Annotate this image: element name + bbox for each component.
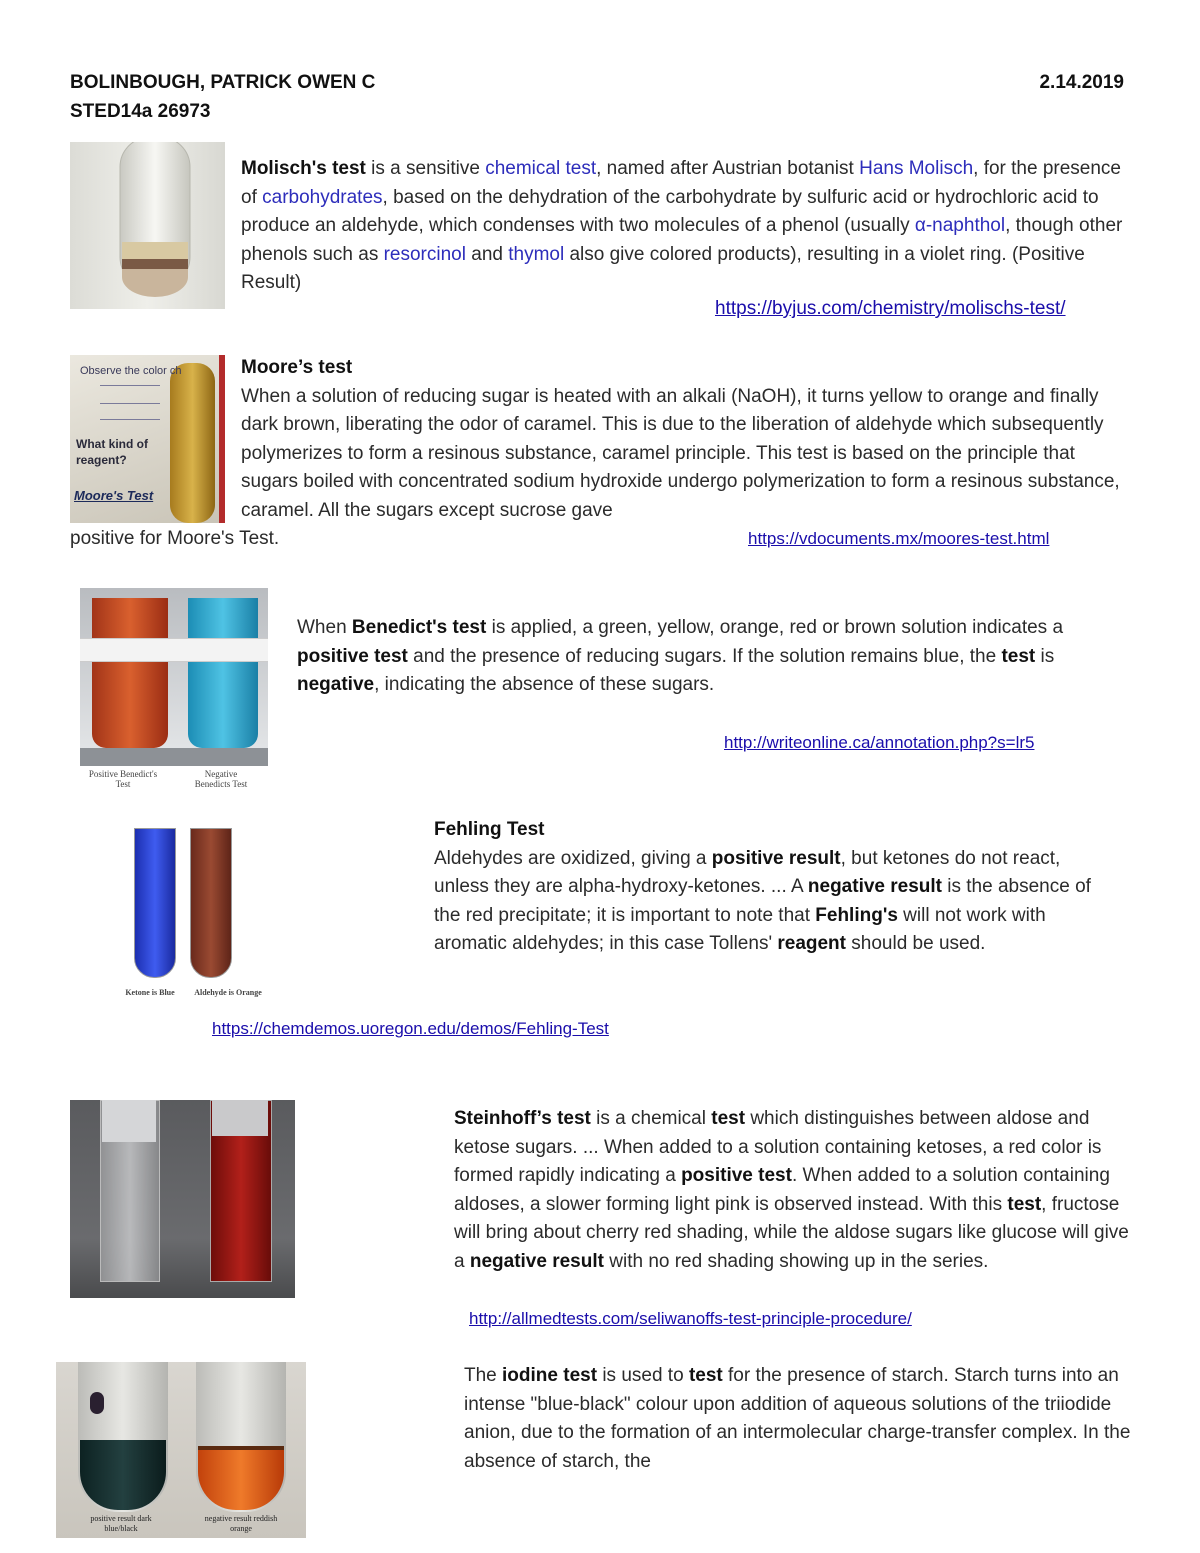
iodine-paragraph: The iodine test is used to test for the presence of starch. Starch turns into an intense "blue-black" colour upon addition of aqueous solutions of the triiodide anion, due to the formation of an intermolecular charge-transfer complex. In the absence of starch, the — [464, 1365, 1131, 1472]
fehling-photo — [90, 818, 275, 1008]
benedict-photo — [80, 588, 268, 766]
link-hans-molisch[interactable]: Hans Molisch — [859, 158, 974, 179]
steinhoff-photo — [70, 1100, 295, 1298]
link-carbohydrates[interactable]: carbohydrates — [262, 186, 383, 208]
iodine-caption-negative: negative result reddish orange — [204, 1514, 278, 1533]
fehling-caption-aldehyde: Aldehyde is Orange — [194, 988, 262, 997]
moore-paragraph: Moore’s test When a solution of reducing sugar is heated with an alkali (NaOH), it turns yellow to orange and finally dark brown, liberating the odor of caramel. This is due to the liberation of aldehyde which subsequently polymerizes to form a resinous substance, caramel principle. This test is based on the principle that sugars boiled with concentrated sodium hydroxide undergo polymerization to form a resinous substance, caramel. All the sugars except sucrose gave — [241, 357, 1120, 521]
molisch-photo — [70, 142, 225, 309]
steinhoff-source-link[interactable]: http://allmedtests.com/seliwanoffs-test-principle-procedure/ — [469, 1309, 912, 1328]
fehling-title: Fehling Test — [434, 819, 545, 840]
benedict-caption-negative: Negative Benedicts Test — [194, 769, 248, 789]
link-thymol[interactable]: thymol — [508, 243, 565, 265]
benedict-paragraph: When Benedict's test is applied, a green, yellow, orange, red or brown solution indicates a positive test and the presence of reducing sugars. If the solution remains blue, the test is negative, indicating the absence of these sugars. — [297, 617, 1064, 695]
link-naphthol[interactable]: α-naphthol — [914, 215, 1006, 236]
molisch-source-link[interactable]: https://byjus.com/chemistry/molischs-test/ — [715, 298, 1066, 319]
student-name: BOLINBOUGH, PATRICK OWEN C — [70, 72, 376, 93]
benedict-caption-positive: Positive Benedict's Test — [88, 769, 158, 789]
iodine-caption-positive: positive result dark blue/black — [90, 1514, 152, 1533]
iodine-photo — [56, 1362, 306, 1538]
moore-source-link[interactable]: https://vdocuments.mx/moores-test.html — [748, 529, 1050, 548]
link-resorcinol[interactable]: resorcinol — [383, 243, 466, 265]
molisch-title: Molisch's test — [241, 158, 366, 179]
moore-title: Moore’s test — [241, 357, 353, 378]
fehling-caption-ketone: Ketone is Blue — [125, 988, 175, 997]
fehling-source-link[interactable]: https://chemdemos.uoregon.edu/demos/Fehling-Test — [212, 1019, 609, 1038]
steinhoff-title: Steinhoff’s test — [454, 1108, 591, 1129]
course-code: STED14a 26973 — [70, 101, 211, 122]
link-chemical-test[interactable]: chemical test — [485, 158, 597, 179]
moore-tail: positive for Moore's Test. — [70, 528, 280, 549]
molisch-paragraph: Molisch's test is a sensitive chemical test, named after Austrian botanist Hans Molisch, for the presence of carbohydrates, based on the dehydration of the carbohydrate by sulfuric acid or hydrochloric acid to produce an aldehyde, which condenses with two molecules of a phenol (usually α-naphthol, though other phenols such as resorcinol and thymol also give colored products), resulting in a violet ring. (Positive Result) — [241, 158, 1123, 293]
document-date: 2.14.2019 — [1039, 72, 1124, 93]
moore-photo: Observe the color ch What kind of reagent? Moore's Test — [70, 355, 225, 523]
fehling-paragraph: Fehling Test Aldehydes are oxidized, giving a positive result, but ketones do not react, unless they are alpha-hydroxy-ketones. ... A negative result is the absence of the red precipitate; it is important to note that Fehling's will not work with aromatic aldehydes; in this case Tollens' reagent should be used. — [434, 819, 1091, 954]
benedict-source-link[interactable]: http://writeonline.ca/annotation.php?s=lr5 — [724, 733, 1035, 752]
steinhoff-paragraph: Steinhoff’s test is a chemical test which distinguishes between aldose and ketose sugars. ... When added to a solution containing ketoses, a red color is formed rapidly indicating a positive test. When added to a solution containing aldoses, a slower forming light pink is observed instead. With this test, fructose will bring about cherry red shading, while the aldose sugars like glucose will give a negative result with no red shading showing up in the series. — [454, 1108, 1129, 1272]
